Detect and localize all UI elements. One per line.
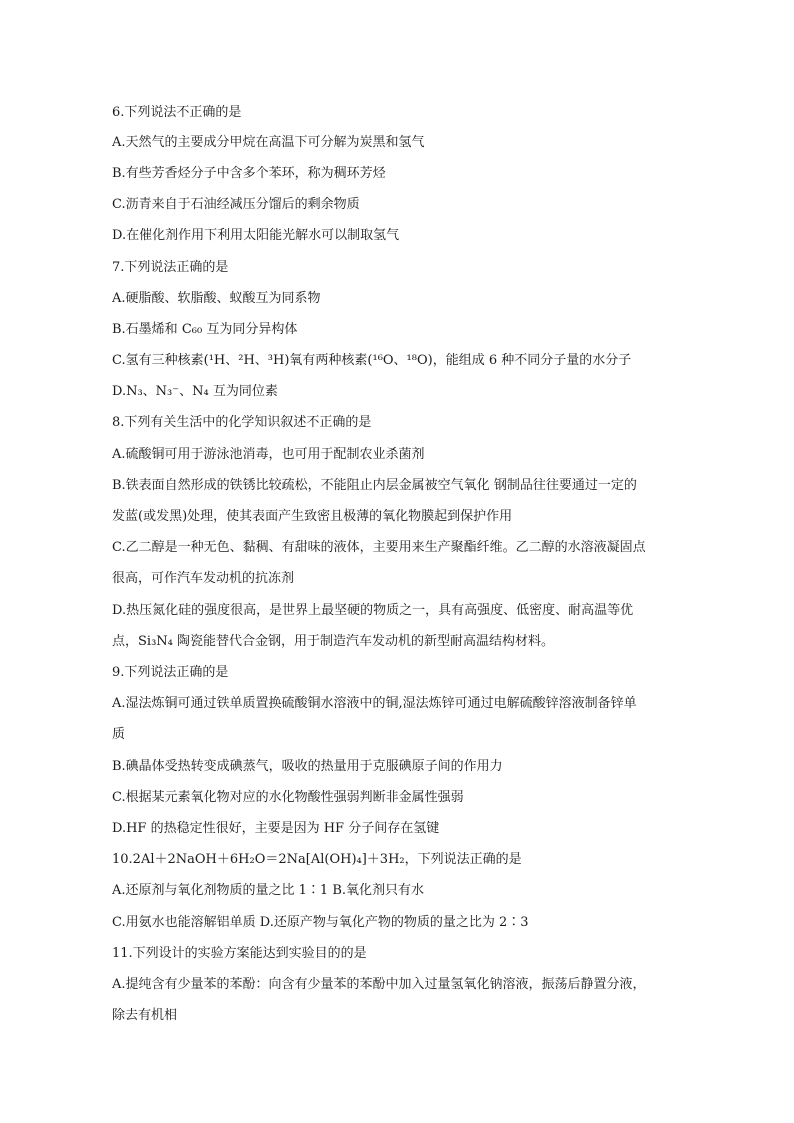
- question-10-options-cd: C.用氨水也能溶解铝单质 D.还原产物与氧化产物的物质的量之比为 2∶3: [112, 915, 529, 930]
- question-6-option-b: B.有些芳香烃分子中含多个苯环，称为稠环芳烃: [112, 166, 386, 181]
- question-11-option-a-line-2: 除去有机相: [112, 1008, 178, 1023]
- question-11-stem: 11.下列设计的实验方案能达到实验目的的是: [112, 946, 367, 961]
- question-8-option-b-line-1: B.铁表面自然形成的铁锈比较疏松，不能阻止内层金属被空气氧化 钢制品往往要通过一定的: [112, 478, 637, 493]
- question-9-option-b: B.碘晶体受热转变成碘蒸气，吸收的热量用于克服碘原子间的作用力: [112, 759, 503, 774]
- question-11-option-a-line-1: A.提纯含有少量苯的苯酚：向含有少量苯的苯酚中加入过量氢氧化钠溶液，振荡后静置分液，: [112, 977, 646, 992]
- question-8-option-d-line-2: 点，Si₃N₄ 陶瓷能替代合金钢，用于制造汽车发动机的新型耐高温结构材料。: [112, 634, 554, 649]
- question-8-option-d-line-1: D.热压氮化硅的强度很高，是世界上最坚硬的物质之一，具有高强度、低密度、耐高温等优: [112, 603, 634, 618]
- question-9-stem: 9.下列说法正确的是: [112, 665, 229, 680]
- question-8-option-b-line-2: 发蓝(或发黑)处理，使其表面产生致密且极薄的氧化物膜起到保护作用: [112, 509, 513, 524]
- question-9-option-a-line-2: 质: [112, 727, 126, 742]
- question-10-stem: 10.2Al＋2NaOH＋6H₂O＝2Na[Al(OH)₄]＋3H₂，下列说法正确的是: [112, 852, 522, 867]
- question-8-option-a: A.硫酸铜可用于游泳池消毒，也可用于配制农业杀菌剂: [112, 447, 425, 462]
- question-7-option-d: D.N₃、N₃⁻、N₄ 互为同位素: [112, 384, 278, 399]
- question-7-option-b: B.石墨烯和 C₆₀ 互为同分异构体: [112, 322, 298, 337]
- question-8-option-c-line-2: 很高，可作汽车发动机的抗冻剂: [112, 571, 295, 586]
- question-6-stem: 6.下列说法不正确的是: [112, 105, 242, 120]
- question-6-option-c: C.沥青来自于石油经减压分馏后的剩余物质: [112, 197, 360, 212]
- question-9-option-c: C.根据某元素氧化物对应的水化物酸性强弱判断非金属性强弱: [112, 790, 464, 805]
- question-8-stem: 8.下列有关生活中的化学知识叙述不正确的是: [112, 415, 372, 430]
- question-9-option-d: D.HF 的热稳定性很好，主要是因为 HF 分子间存在氢键: [112, 821, 440, 836]
- question-6-option-a: A.天然气的主要成分甲烷在高温下可分解为炭黑和氢气: [112, 135, 425, 150]
- question-8-option-c-line-1: C.乙二醇是一种无色、黏稠、有甜味的液体，主要用来生产聚酯纤维。乙二醇的水溶液凝固点: [112, 540, 646, 555]
- question-6-option-d: D.在催化剂作用下利用太阳能光解水可以制取氢气: [112, 228, 400, 243]
- question-9-option-a-line-1: A.湿法炼铜可通过铁单质置换硫酸铜水溶液中的铜,湿法炼锌可通过电解硫酸锌溶液制备锌单: [112, 696, 637, 711]
- question-7-option-a: A.硬脂酸、软脂酸、蚁酸互为同系物: [112, 291, 321, 306]
- question-7-option-c: C.氢有三种核素(¹H、²H、³H)氧有两种核素(¹⁶O、¹⁸O)，能组成 6 种不同分子量的水分子: [112, 353, 632, 368]
- question-10-options-ab: A.还原剂与氧化剂物质的量之比 1∶1 B.氧化剂只有水: [112, 883, 425, 898]
- question-7-stem: 7.下列说法正确的是: [112, 260, 229, 275]
